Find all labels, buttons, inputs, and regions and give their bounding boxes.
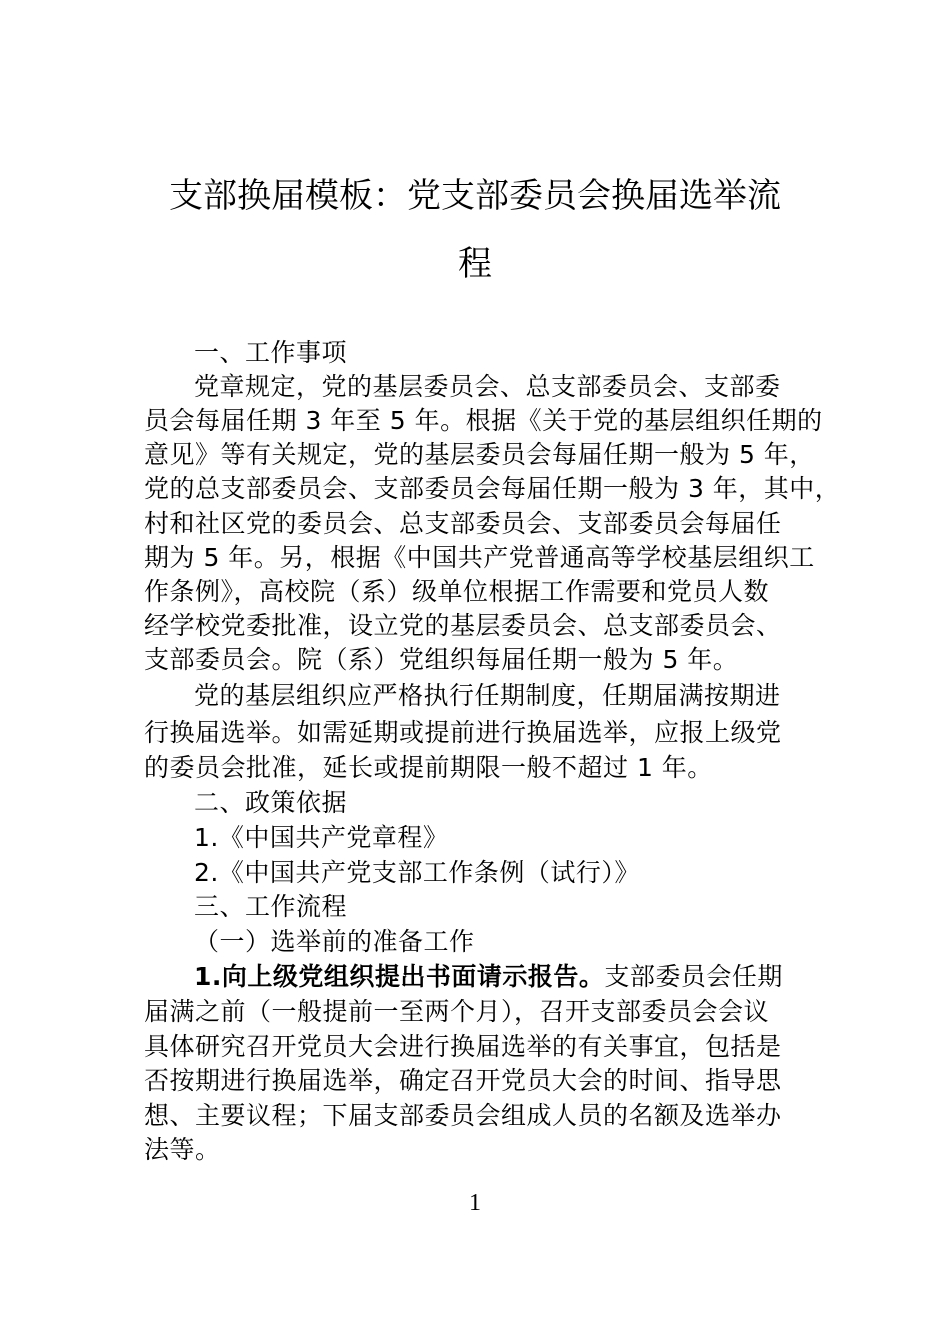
paragraph-line: 届满之前（一般提前一至两个月），召开支部委员会会议 bbox=[144, 997, 770, 1026]
paragraph-line: 作条例》，高校院（系）级单位根据工作需要和党员人数 bbox=[144, 577, 770, 606]
document-title-line-2: 程 bbox=[458, 244, 492, 284]
paragraph-line: 党的基层组织应严格执行任期制度，任期届满按期进 bbox=[194, 681, 781, 710]
paragraph-line: 法等。 bbox=[144, 1135, 221, 1164]
step-1-text: 支部委员会任期 bbox=[604, 962, 783, 991]
paragraph-line: 党的总支部委员会、支部委员会每届任期一般为 3 年，其中， bbox=[144, 474, 841, 503]
paragraph-line: 行换届选举。如需延期或提前进行换届选举，应报上级党 bbox=[144, 718, 782, 747]
paragraph-line: 党章规定，党的基层委员会、总支部委员会、支部委 bbox=[194, 372, 781, 401]
paragraph-line: 的委员会批准，延长或提前期限一般不超过 1 年。 bbox=[144, 753, 713, 782]
paragraph-line: 具体研究召开党员大会进行换届选举的有关事宜，包括是 bbox=[144, 1032, 782, 1061]
document-title-line-1: 支部换届模板：党支部委员会换届选举流 bbox=[169, 176, 781, 216]
paragraph-line: 村和社区党的委员会、总支部委员会、支部委员会每届任 bbox=[144, 509, 782, 538]
paragraph-line: 否按期进行换届选举，确定召开党员大会的时间、指导思 bbox=[144, 1066, 782, 1095]
policy-item: 1.《中国共产党章程》 bbox=[194, 823, 449, 852]
subsection-heading-preparation: （一）选举前的准备工作 bbox=[194, 927, 475, 956]
paragraph-line: 意见》等有关规定，党的基层委员会每届任期一般为 5 年， bbox=[144, 440, 815, 469]
section-heading-workflow: 三、工作流程 bbox=[194, 892, 348, 921]
paragraph-line: 期为 5 年。另，根据《中国共产党普通高等学校基层组织工 bbox=[144, 543, 815, 572]
section-heading-policy-basis: 二、政策依据 bbox=[194, 788, 348, 817]
step-1-first-line bbox=[194, 960, 783, 994]
step-1-bold-title: 1.向上级党组织提出书面请示报告。 bbox=[194, 962, 605, 991]
paragraph-line: 经学校党委批准，设立党的基层委员会、总支部委员会、 bbox=[144, 611, 782, 640]
policy-item: 2.《中国共产党支部工作条例（试行）》 bbox=[194, 858, 640, 887]
paragraph-line: 员会每届任期 3 年至 5 年。根据《关于党的基层组织任期的 bbox=[144, 406, 823, 435]
paragraph-line: 支部委员会。院（系）党组织每届任期一般为 5 年。 bbox=[144, 645, 739, 674]
page-number: 1 bbox=[469, 1190, 481, 1216]
section-heading-work-items: 一、工作事项 bbox=[194, 338, 348, 367]
paragraph-line: 想、主要议程；下届支部委员会组成人员的名额及选举办 bbox=[144, 1101, 782, 1130]
